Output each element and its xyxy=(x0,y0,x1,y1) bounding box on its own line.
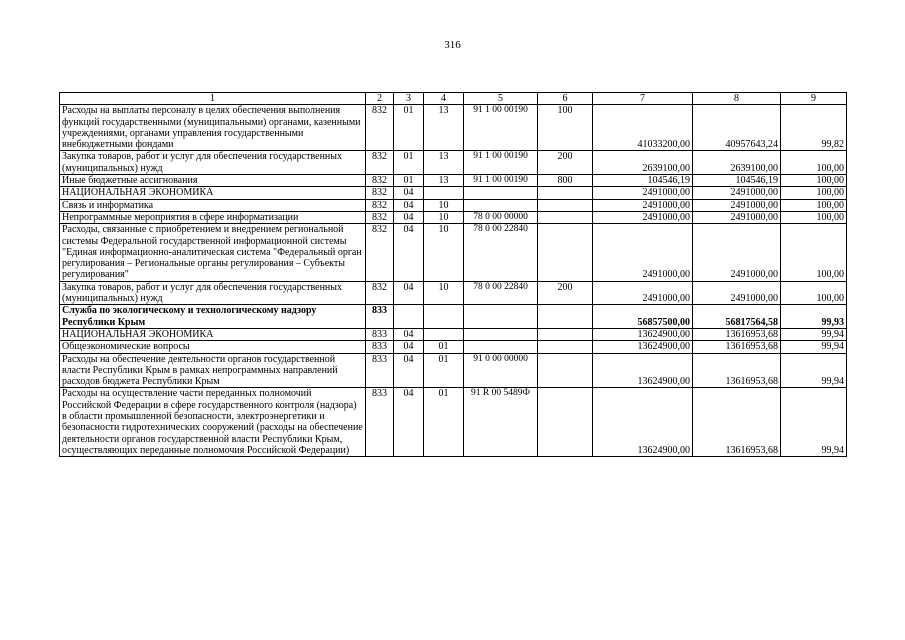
planned-amount: 41033200,00 xyxy=(593,105,693,151)
section-code: 01 xyxy=(394,151,424,175)
target-article-code xyxy=(464,341,538,353)
budget-table xyxy=(59,92,847,457)
ministry-code: 833 xyxy=(366,353,394,388)
subsection-code: 13 xyxy=(424,105,464,151)
executed-amount: 2491000,00 xyxy=(693,211,781,223)
row-name: НАЦИОНАЛЬНАЯ ЭКОНОМИКА xyxy=(60,328,366,340)
row-name: Иные бюджетные ассигнования xyxy=(60,175,366,187)
expense-type-code xyxy=(538,353,593,388)
expense-type-code xyxy=(538,211,593,223)
execution-percent: 100,00 xyxy=(781,224,847,281)
target-article-code: 91 1 00 00190 xyxy=(464,151,538,175)
expense-type-code xyxy=(538,224,593,281)
subsection-code xyxy=(424,328,464,340)
page-number: 316 xyxy=(444,39,461,51)
row-name: Закупка товаров, работ и услуг для обеспечения государственных (муниципальных) нужд xyxy=(60,281,366,305)
section-code: 04 xyxy=(394,341,424,353)
row-name: Связь и информатика xyxy=(60,199,366,211)
planned-amount: 2491000,00 xyxy=(593,281,693,305)
executed-amount: 2639100,00 xyxy=(693,151,781,175)
planned-amount: 2491000,00 xyxy=(593,211,693,223)
section-code xyxy=(394,305,424,329)
target-article-code xyxy=(464,199,538,211)
execution-percent: 99,93 xyxy=(781,305,847,329)
section-code: 04 xyxy=(394,328,424,340)
table-row xyxy=(60,328,847,340)
section-code: 04 xyxy=(394,388,424,457)
planned-amount: 13624900,00 xyxy=(593,353,693,388)
planned-amount: 2491000,00 xyxy=(593,199,693,211)
table-row xyxy=(60,105,847,151)
executed-amount: 13616953,68 xyxy=(693,388,781,457)
execution-percent: 100,00 xyxy=(781,175,847,187)
expense-type-code xyxy=(538,305,593,329)
subsection-code: 10 xyxy=(424,281,464,305)
planned-amount: 104546,19 xyxy=(593,175,693,187)
ministry-code: 832 xyxy=(366,211,394,223)
ministry-code: 832 xyxy=(366,199,394,211)
execution-percent: 100,00 xyxy=(781,151,847,175)
row-name: НАЦИОНАЛЬНАЯ ЭКОНОМИКА xyxy=(60,187,366,199)
ministry-code: 832 xyxy=(366,224,394,281)
executed-amount: 2491000,00 xyxy=(693,187,781,199)
table-row xyxy=(60,175,847,187)
column-header: 8 xyxy=(693,93,781,105)
target-article-code: 78 0 00 00000 xyxy=(464,211,538,223)
target-article-code: 78 0 00 22840 xyxy=(464,281,538,305)
column-header: 3 xyxy=(394,93,424,105)
section-code: 01 xyxy=(394,175,424,187)
section-code: 04 xyxy=(394,353,424,388)
row-name: Непрограммные мероприятия в сфере информатизации xyxy=(60,211,366,223)
row-name: Служба по экологическому и технологическому надзору Республики Крым xyxy=(60,305,366,329)
column-header: 9 xyxy=(781,93,847,105)
subsection-code: 01 xyxy=(424,353,464,388)
executed-amount: 13616953,68 xyxy=(693,341,781,353)
subsection-code xyxy=(424,305,464,329)
executed-amount: 2491000,00 xyxy=(693,199,781,211)
expense-type-code xyxy=(538,341,593,353)
execution-percent: 99,94 xyxy=(781,341,847,353)
execution-percent: 99,82 xyxy=(781,105,847,151)
target-article-code: 91 1 00 00190 xyxy=(464,175,538,187)
ministry-code: 833 xyxy=(366,328,394,340)
section-code: 04 xyxy=(394,199,424,211)
expense-type-code xyxy=(538,328,593,340)
table-row xyxy=(60,187,847,199)
ministry-code: 833 xyxy=(366,388,394,457)
section-code: 04 xyxy=(394,224,424,281)
ministry-code: 832 xyxy=(366,187,394,199)
expense-type-code: 200 xyxy=(538,281,593,305)
target-article-code: 78 0 00 22840 xyxy=(464,224,538,281)
row-name: Закупка товаров, работ и услуг для обеспечения государственных (муниципальных) нужд xyxy=(60,151,366,175)
table-row xyxy=(60,353,847,388)
target-article-code: 91 1 00 00190 xyxy=(464,105,538,151)
column-header: 6 xyxy=(538,93,593,105)
row-name: Расходы на обеспечение деятельности органов государственной власти Республики Крым в рамках непрограммных направлений расходов бюджета Республики Крым xyxy=(60,353,366,388)
subsection-code: 01 xyxy=(424,388,464,457)
planned-amount: 13624900,00 xyxy=(593,328,693,340)
expense-type-code xyxy=(538,388,593,457)
row-name: Расходы на выплаты персоналу в целях обеспечения выполнения функций государственными (муниципальными) органами, казенными учреждениями, органами управления государственными внебюджетными фондами xyxy=(60,105,366,151)
table-row xyxy=(60,211,847,223)
target-article-code xyxy=(464,305,538,329)
ministry-code: 832 xyxy=(366,151,394,175)
ministry-code: 832 xyxy=(366,175,394,187)
section-code: 04 xyxy=(394,211,424,223)
target-article-code: 91 0 00 00000 xyxy=(464,353,538,388)
column-header: 5 xyxy=(464,93,538,105)
executed-amount: 2491000,00 xyxy=(693,281,781,305)
table-header-row xyxy=(60,93,847,105)
table-row xyxy=(60,281,847,305)
target-article-code xyxy=(464,187,538,199)
planned-amount: 56857500,00 xyxy=(593,305,693,329)
column-header: 1 xyxy=(60,93,366,105)
target-article-code xyxy=(464,328,538,340)
ministry-code: 832 xyxy=(366,105,394,151)
execution-percent: 99,94 xyxy=(781,353,847,388)
ministry-code: 833 xyxy=(366,341,394,353)
subsection-code: 10 xyxy=(424,224,464,281)
subsection-code: 13 xyxy=(424,151,464,175)
execution-percent: 100,00 xyxy=(781,199,847,211)
expense-type-code xyxy=(538,187,593,199)
execution-percent: 100,00 xyxy=(781,281,847,305)
table-row xyxy=(60,224,847,281)
subsection-code: 10 xyxy=(424,199,464,211)
execution-percent: 99,94 xyxy=(781,388,847,457)
execution-percent: 100,00 xyxy=(781,187,847,199)
column-header: 4 xyxy=(424,93,464,105)
section-code: 04 xyxy=(394,187,424,199)
subsection-code xyxy=(424,187,464,199)
subsection-code: 01 xyxy=(424,341,464,353)
column-header: 2 xyxy=(366,93,394,105)
expense-type-code: 800 xyxy=(538,175,593,187)
ministry-code: 833 xyxy=(366,305,394,329)
planned-amount: 2639100,00 xyxy=(593,151,693,175)
row-name: Расходы на осуществление части переданных полномочий Российской Федерации в сфере государственного контроля (надзора) в области промышленной безопасности, электроэнергетики и безопасности гидротехнических сооружений (расходы на обеспечение деятельности органов государственной власти Республики Крым, осуществляющих переданные полномочия Российской Федерации) xyxy=(60,388,366,457)
planned-amount: 13624900,00 xyxy=(593,388,693,457)
ministry-code: 832 xyxy=(366,281,394,305)
column-header: 7 xyxy=(593,93,693,105)
table-row xyxy=(60,151,847,175)
subsection-code: 10 xyxy=(424,211,464,223)
execution-percent: 100,00 xyxy=(781,211,847,223)
planned-amount: 2491000,00 xyxy=(593,187,693,199)
expense-type-code: 200 xyxy=(538,151,593,175)
table-row xyxy=(60,199,847,211)
executed-amount: 104546,19 xyxy=(693,175,781,187)
execution-percent: 99,94 xyxy=(781,328,847,340)
executed-amount: 13616953,68 xyxy=(693,328,781,340)
section-code: 01 xyxy=(394,105,424,151)
table-row xyxy=(60,388,847,457)
planned-amount: 13624900,00 xyxy=(593,341,693,353)
target-article-code: 91 R 00 5489Ф xyxy=(464,388,538,457)
expense-type-code xyxy=(538,199,593,211)
section-code: 04 xyxy=(394,281,424,305)
table-row xyxy=(60,341,847,353)
executed-amount: 40957643,24 xyxy=(693,105,781,151)
row-name: Расходы, связанные с приобретением и внедрением региональной системы Федеральной государственной информационной системы "Единая информационно-аналитическая система "Федеральный орган регулирования – Региональные органы регулирования – Субъекты регулирования" xyxy=(60,224,366,281)
row-name: Общеэкономические вопросы xyxy=(60,341,366,353)
executed-amount: 56817564,58 xyxy=(693,305,781,329)
executed-amount: 2491000,00 xyxy=(693,224,781,281)
table-row xyxy=(60,305,847,329)
subsection-code: 13 xyxy=(424,175,464,187)
expense-type-code: 100 xyxy=(538,105,593,151)
executed-amount: 13616953,68 xyxy=(693,353,781,388)
planned-amount: 2491000,00 xyxy=(593,224,693,281)
